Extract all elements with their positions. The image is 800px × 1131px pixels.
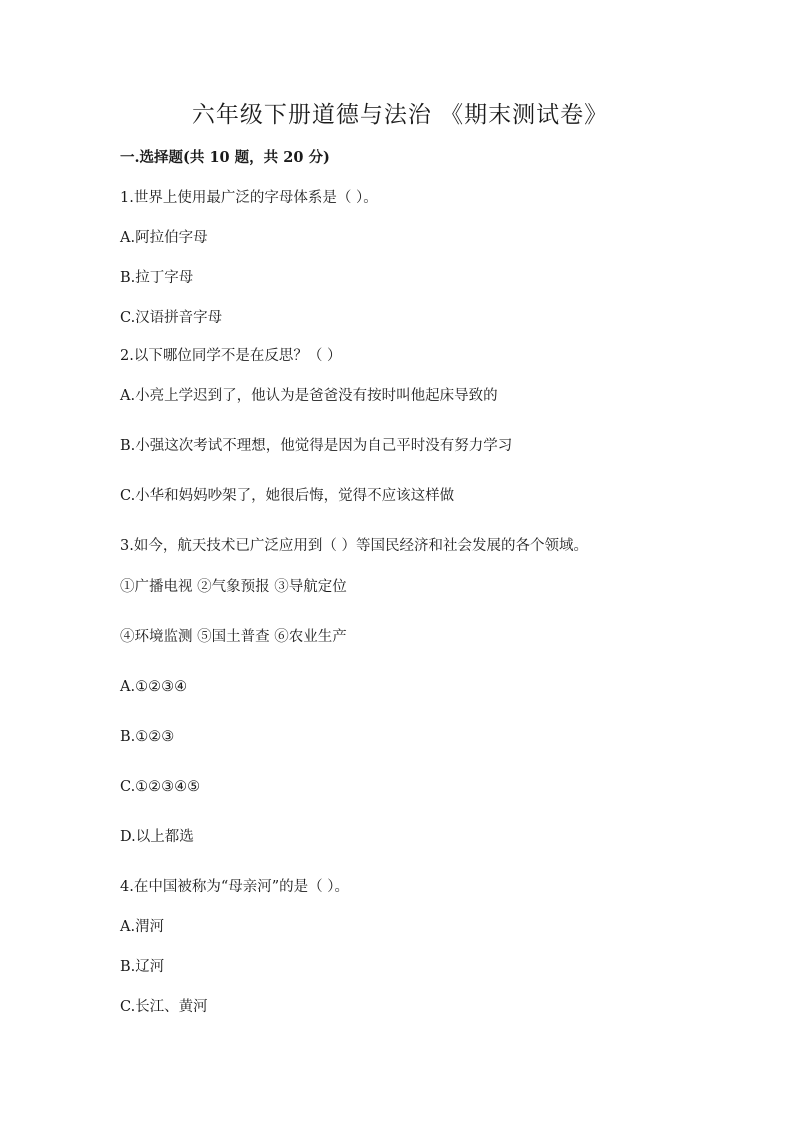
question-statement: ①广播电视 ②气象预报 ③导航定位 [120,579,347,595]
answer-option: B.辽河 [120,959,165,975]
answer-option: C.小华和妈妈吵架了，她很后悔，觉得不应该这样做 [120,488,455,504]
answer-option: D.以上都选 [120,829,194,845]
answer-option: B.拉丁字母 [120,270,194,286]
question-stem: 2.以下哪位同学不是在反思？（ ） [120,348,342,364]
answer-option: A.①②③④ [120,679,188,695]
answer-option: C.长江、黄河 [120,999,208,1015]
question-stem: 3.如今，航天技术已广泛应用到（ ）等国民经济和社会发展的各个领域。 [120,538,588,554]
answer-option: B.①②③ [120,729,175,745]
question-stem: 1.世界上使用最广泛的字母体系是（ ）。 [120,190,378,206]
question-stem: 4.在中国被称为“母亲河”的是（ ）。 [120,879,350,895]
answer-option: C.汉语拼音字母 [120,310,223,326]
answer-option: A.阿拉伯字母 [120,230,208,246]
section-heading: 一.选择题(共 10 题，共 20 分) [120,149,330,166]
answer-option: A.渭河 [120,919,165,935]
question-statement: ④环境监测 ⑤国土普查 ⑥农业生产 [120,629,347,645]
answer-option: B.小强这次考试不理想，他觉得是因为自己平时没有努力学习 [120,438,513,454]
answer-option: A.小亮上学迟到了，他认为是爸爸没有按时叫他起床导致的 [120,388,498,404]
page-title: 六年级下册道德与法治 《期末测试卷》 [191,102,609,128]
answer-option: C.①②③④⑤ [120,779,201,795]
